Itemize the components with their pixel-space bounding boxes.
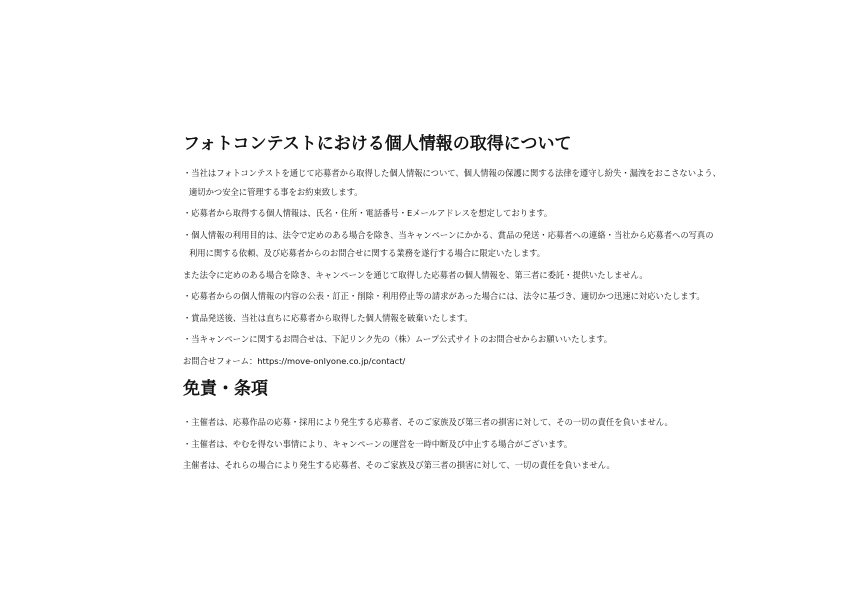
- privacy-item-collected-info: ・応募者から取得する個人情報は、氏名・住所・電話番号・Eメールアドレスを想定しております。: [183, 208, 553, 218]
- privacy-item-purpose-line2: 利用に関する依頼、及び応募者からのお問合せに関する業務を遂行する場合に限定いたします。: [189, 248, 546, 258]
- disclaimer-note: 主催者は、それらの場合により発生する応募者、そのご家族及び第三者の損害に対して、一切の責任を負いません。: [183, 460, 615, 470]
- privacy-item-requests: ・応募者からの個人情報の内容の公表・訂正・削除・利用停止等の請求があった場合には、法令に基づき、適切かつ迅速に対応いたします。: [183, 291, 705, 301]
- privacy-item-management-line2: 適切かつ安全に管理する事をお約束致します。: [189, 186, 363, 197]
- privacy-item-inquiries: ・当キャンペーンに関するお問合せは、下記リンク先の（株）ムープ公式サイトのお問合せからお願いいたします。: [183, 334, 613, 344]
- privacy-item-disposal: ・賞品発送後、当社は直ちに応募者から取得した個人情報を破棄いたします。: [183, 312, 473, 323]
- disclaimer-section-title: 免責・条項: [183, 379, 268, 399]
- privacy-item-management: [183, 164, 783, 202]
- privacy-note-third-party: また法令に定めのある場合を除き、キャンペーンを通じて取得した応募者の個人情報を、第三者に委託・提供いたしません。: [183, 269, 648, 280]
- privacy-item-purpose-line1: ・個人情報の利用目的は、法令で定めのある場合を除き、当キャンペーンにかかる、賞品の発送・応募者への連絡・当社から応募者への写真の: [183, 229, 714, 240]
- privacy-item-management-line1: ・当社はフォトコンテストを通じて応募者から取得した個人情報について、個人情報の保護に関する法律を遵守し紛失・漏洩をおこさないよう、: [183, 168, 721, 178]
- disclaimer-item-liability: ・主催者は、応募作品の応募・採用により発生する応募者、そのご家族及び第三者の損害に対して、その一切の責任を負いません。: [183, 417, 673, 427]
- document-body: [183, 130, 783, 478]
- privacy-section-title: フォトコンテストにおける個人情報の取得について: [183, 134, 572, 154]
- disclaimer-item-suspension: ・主催者は、やむを得ない事情により、キャンペーンの運営を一時中断及び中止する場合がございます。: [183, 438, 573, 449]
- contact-form-link[interactable]: お問合せフォーム：https://move-onlyone.co.jp/contact/: [183, 355, 406, 366]
- privacy-item-purpose: [183, 226, 783, 264]
